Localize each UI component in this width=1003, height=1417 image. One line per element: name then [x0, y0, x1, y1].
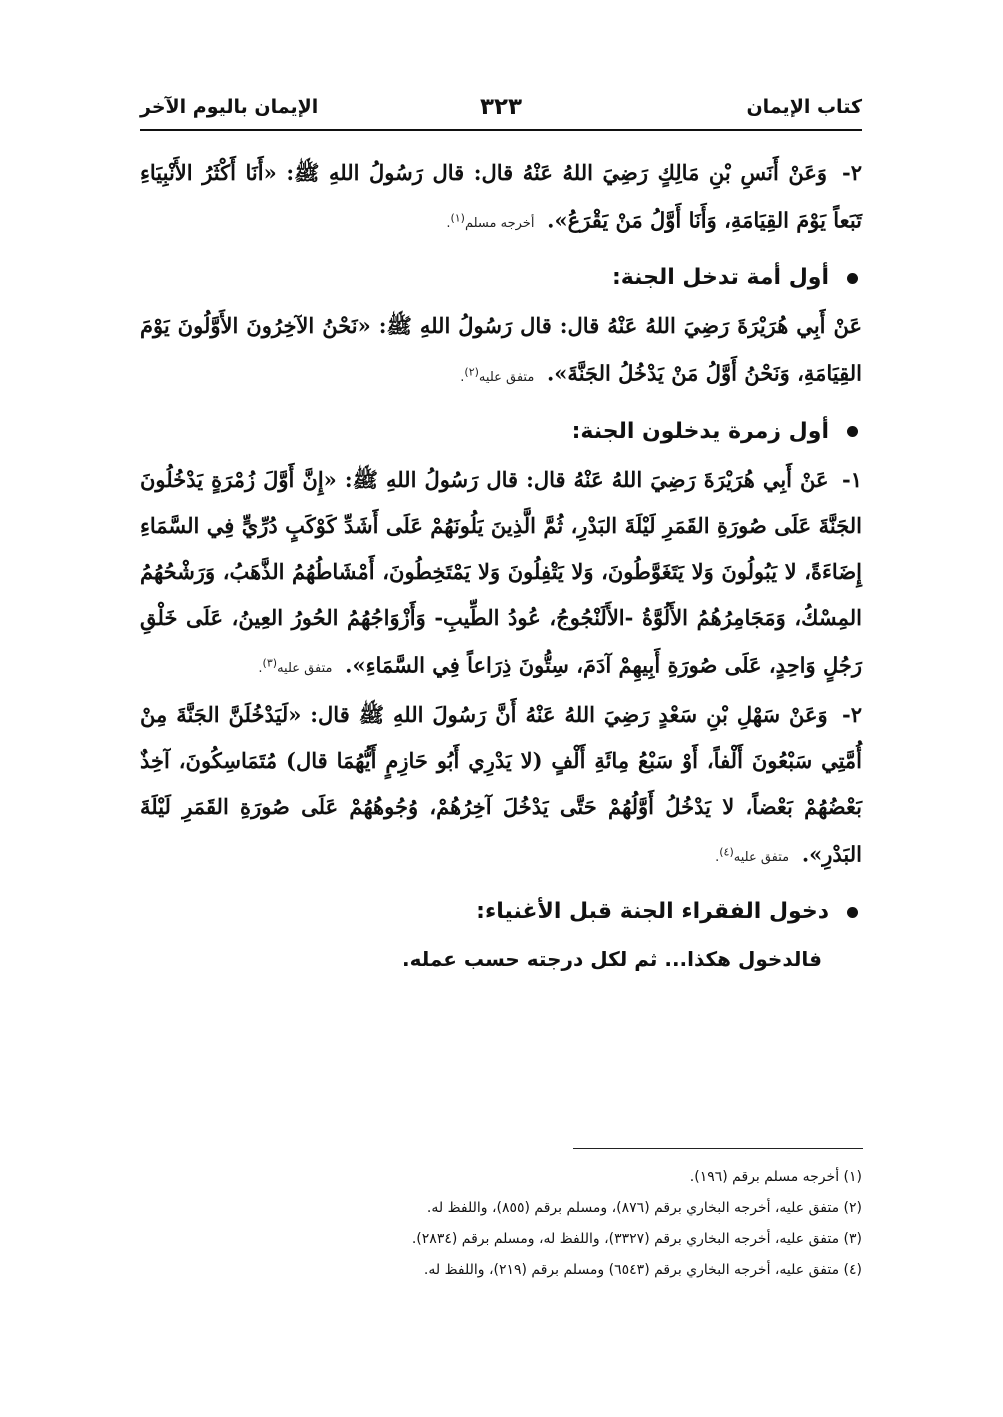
bullet-icon [847, 426, 858, 437]
bullet-icon [847, 907, 858, 918]
closing-text: فالدخول هكذا... ثم لكل درجته حسب عمله. [401, 947, 822, 972]
hadith-reference: متفق عليه$^{(٣)}$. [258, 656, 333, 676]
section-heading-first-nation: أول أمة تدخل الجنة: [140, 253, 862, 303]
hadith-number: ١- [841, 466, 862, 492]
running-header [140, 92, 862, 132]
footnote-marker: (١) [450, 212, 465, 225]
section-heading-first-group: أول زمرة يدخلون الجنة: [140, 407, 862, 457]
section-heading-poor-before-rich: دخول الفقراء الجنة قبل الأغنياء: [140, 887, 862, 937]
hadith-text: عَنْ أَبِي هُرَيْرَةَ رَضِيَ اللهُ عَنْهُ قال: قال رَسُولُ اللهِ ﷺ: «إِنَّ أَوَّلَ زُمْرَةٍ يَدْخُلُونَ الجَنَّةَ عَلَى صُورَةِ القَمَرِ لَيْلَةَ البَدْرِ، ثُمَّ الَّذِينَ يَلُونَهُمْ عَلَى أَشَدِّ كَوْكَبٍ دُرِّيٍّ فِي السَّمَاءِ إِضَاءَةً، لا يَبُولُونَ وَلا يَتَغَوَّطُونَ، وَلا يَتْفِلُونَ وَلا يَمْتَخِطُونَ، أَمْشَاطُهُمُ الذَّهَبُ، وَرَشْحُهُمُ المِسْكُ، وَمَجَامِرُهُمُ الأَلُوَّةُ -الأَلَنْجُوجُ، عُودُ الطِّيبِ- وَأَزْوَاجُهُمُ الحُورُ العِينُ، عَلَى خَلْقِ رَجُلٍ وَاحِدٍ، عَلَى صُورَةِ أَبِيهِمْ آدَمَ، سِتُّونَ ذِرَاعاً فِي السَّمَاءِ». [140, 466, 862, 677]
hadith-abu-hurayra-first [140, 303, 862, 400]
footnote-separator [573, 1148, 863, 1149]
chapter-title: الإيمان باليوم الآخر [140, 96, 319, 118]
book-title: كتاب الإيمان [746, 96, 862, 118]
hadith-reference: متفق عليه$^{(٢)}$. [460, 365, 535, 385]
footnote-4: (٤) متفق عليه، أخرجه البخاري برقم (٦٥٤٣) ومسلم برقم (٢١٩)، واللفظ له. [423, 1262, 862, 1278]
hadith-reference: متفق عليه$^{(٤)}$. [715, 845, 790, 866]
header-rule [140, 129, 862, 131]
footnote-marker: (٢) [464, 365, 479, 379]
footnote-marker: (٣) [262, 656, 278, 670]
hadith-number: ٢- [841, 701, 862, 727]
hadith-text: وَعَنْ أَنَسِ بْنِ مَالِكٍ رَضِيَ اللهُ عَنْهُ قال: قال رَسُولُ اللهِ ﷺ: «أَنَا أَكْثَرُ الأَنْبِيَاءِ تَبَعاً يَوْمَ القِيَامَةِ، وَأَنَا أَوَّلُ مَنْ يَقْرَعُ». [140, 160, 862, 233]
hadith-anas [140, 150, 862, 247]
footnotes [140, 1162, 862, 1286]
hadith-sahl [140, 692, 862, 881]
hadith-reference: أخرجه مسلم$^{(١)}$. [446, 212, 535, 232]
hadith-text: عَنْ أَبِي هُرَيْرَةَ رَضِيَ اللهُ عَنْهُ قال: قال رَسُولُ اللهِ ﷺ: «نَحْنُ الآخِرُونَ الأَوَّلُونَ يَوْمَ القِيَامَةِ، وَنَحْنُ أَوَّلُ مَنْ يَدْخُلُ الجَنَّةَ». [140, 313, 862, 386]
hadith-text: وَعَنْ سَهْلِ بْنِ سَعْدٍ رَضِيَ اللهُ عَنْهُ أَنَّ رَسُولَ اللهِ ﷺ قال: «لَيَدْخُلَنَّ الجَنَّةَ مِنْ أُمَّتِي سَبْعُونَ أَلْفاً، أَوْ سَبْعُ مِائَةِ أَلْفٍ (لا يَدْرِي أَبُو حَازِمٍ أَيُّهُمَا قال) مُتَمَاسِكُونَ، آخِذٌ بَعْضُهُمْ بَعْضاً، لا يَدْخُلُ أَوَّلُهُمْ حَتَّى يَدْخُلَ آخِرُهُمْ، وُجُوهُهُمْ عَلَى صُورَةِ القَمَرِ لَيْلَةَ البَدْرِ». [140, 701, 862, 867]
footnote-1: (١) أخرجه مسلم برقم (١٩٦). [689, 1169, 862, 1185]
bullet-icon [847, 273, 858, 284]
footnote-3: (٣) متفق عليه، أخرجه البخاري برقم (٣٣٢٧)، واللفظ له، ومسلم برقم (٢٨٣٤). [411, 1231, 862, 1247]
hadith-number: ٢- [841, 160, 862, 185]
page-number: ٣٢٣ [479, 94, 523, 120]
main-text [140, 150, 862, 981]
footnote-marker: (٤) [719, 845, 734, 859]
footnote-2: (٢) متفق عليه، أخرجه البخاري برقم (٨٧٦)، ومسلم برقم (٨٥٥)، واللفظ له. [426, 1200, 862, 1216]
hadith-first-group [140, 457, 862, 692]
